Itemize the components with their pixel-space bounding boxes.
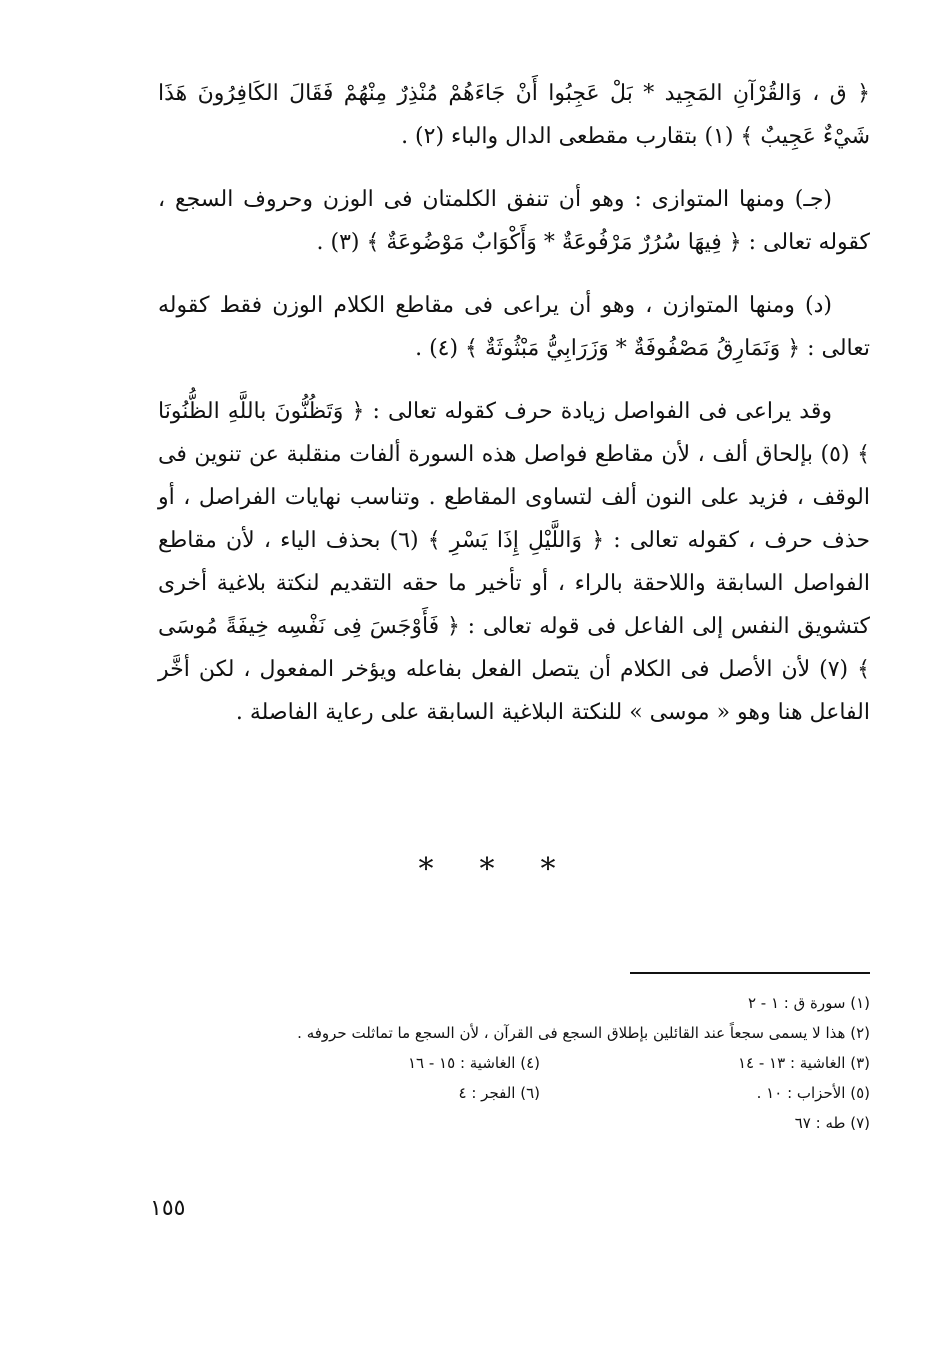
section-separator (150, 852, 870, 887)
page-number: ١٥٥ (150, 1196, 186, 1221)
paragraph-qaf-example: ﴿ ق ، وَالقُرْآنِ المَجِيد * بَلْ عَجِبُوا أَنْ جَاءَهُمْ مُنْذِرٌ مِنْهُمْ فَقَالَ الكَافِرُونَ هَذَا شَيْءٌ عَجِيبٌ ﴾ (١) بتقارب مقطعى الدال والباء (٢) . (158, 81, 870, 149)
footnote-row (158, 1048, 870, 1078)
footnote-3: (٣) الغاشية : ١٣ - ١٤ (737, 1054, 870, 1072)
footnote-1: (١) سورة ق : ١ - ٢ (747, 994, 870, 1012)
paragraph-mutawazi: (جـ) ومنها المتوازى : وهو أن تنفق الكلمتان فى الوزن وحروف السجع ، كقوله تعالى : ﴿ فِيهَا سُرُرٌ مَرْفُوعَةٌ * وَأَكْوَابٌ مَوْضُوعَةٌ ﴾ (٣) . (158, 187, 870, 255)
separator-star: * (479, 852, 541, 887)
footnotes (158, 988, 870, 1138)
footnote-6: (٦) الفجر : ٤ (458, 1084, 540, 1102)
separator-star: * (540, 852, 602, 887)
footnote-row (158, 1078, 870, 1108)
footnote-2: (٢) هذا لا يسمى سجعاً عند القائلين بإطلاق السجع فى القرآن ، لأن السجع ما تماثلت حروفه . (297, 1024, 870, 1042)
footnote-7: (٧) طه : ٦٧ (794, 1114, 870, 1132)
separator-star: * (418, 852, 480, 887)
paragraph-fawasil: وقد يراعى فى الفواصل زيادة حرف كقوله تعالى : ﴿ وَتَظُنُّونَ باللَّهِ الظُّنُونَا ﴾ (٥) بإلحاق ألف ، لأن مقاطع فواصل هذه السورة ألفات منقلبة عن تنوين فى الوقف ، فزيد على النون ألف لتساوى المقاطع . وتناسب نهايات الفراصل ، أو حذف حرف ، كقوله تعالى : ﴿ وَاللَّيْلِ إِذَا يَسْرِ ﴾ (٦) بحذف الياء ، لأن مقاطع الفواصل السابقة واللاحقة بالراء ، أو تأخير ما حقه التقديم لنكتة بلاغية أخرى كتشويق النفس إلى الفاعل فى قوله تعالى : ﴿ فَأَوْجَسَ فِى نَفْسِه خِيفَةً مُوسَى ﴾ (٧) لأن الأصل فى الكلام أن يتصل الفعل بفاعله ويؤخر المفعول ، لكن أخَّر الفاعل هنا وهو « موسى » للنكتة البلاغية السابقة على رعاية الفاصلة . (158, 399, 871, 725)
footnote-divider (630, 972, 870, 974)
footnote-5: (٥) الأحزاب : ١٠ . (756, 1084, 870, 1102)
book-page (150, 0, 870, 1361)
main-text (158, 72, 870, 754)
footnote-4: (٤) الغاشية : ١٥ - ١٦ (407, 1054, 540, 1072)
paragraph-mutawazin: (د) ومنها المتوازن ، وهو أن يراعى فى مقاطع الكلام الوزن فقط كقوله تعالى : ﴿ وَنَمَارِقُ مَصْفُوفَةٌ * وَزَرَابِيُّ مَبْثُوثَةٌ ﴾ (٤) . (158, 293, 870, 361)
